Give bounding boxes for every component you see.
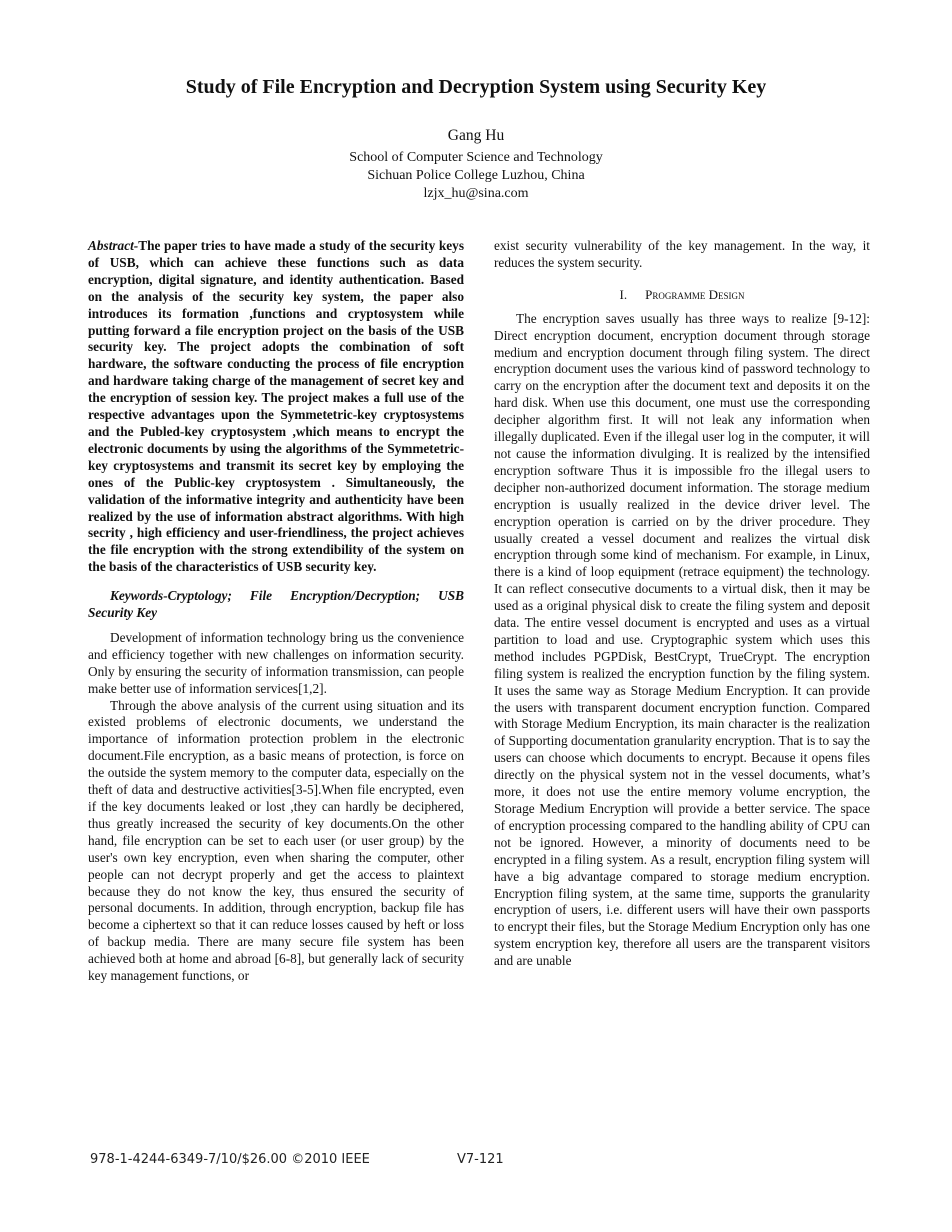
copyright-footer: 978-1-4244-6349-7/10/$26.00 ©2010 IEEE <box>90 1152 370 1167</box>
design-paragraph: The encryption saves usually has three ways to realize [9-12]: Direct encryption document, encryption document through storage medium and encryption document through filing system. The direct encryption document uses the various kind of password technology to carry on the encryption after the document text and deposits it on the hard disk. When use this document, one must use the corresponding decipher algorithm first. It will not leak any information when illegally duplicated. Even if the illegal user log in the computer, it will not cause the information divulging. It is realized by the intensified encryption software Thus it is impossible fro the illegal users to decipher non-authorized document information. The storage medium encryption is usually realized in the device driver level. The encryption operation is carried on by the driver procedure. They usually created a vessel document and realizes the virtual disk encryption through some kind of mechanism. For example, in Linux, there is a kind of loop equipment (retrace equipment) the technology. It can reflect consecutive documents to a virtual disk, then it may be used as a original physical disk to create the filing system and deposit data. The entire vessel document is encrypted and uses as a virtual partition to load and use. Cryptographic system which uses this method includes PGPDisk, BestCrypt, TrueCrypt. The encryption filing system is realized the encryption function by the filing system. It uses the same way as Storage Medium Encryption. It can provide the users with transparent document encryption function. Compared with Storage Medium Encryption, its main character is the realization of Supporting documentation granularity encryption. That is to say the users can choose which documents to encrypt. Because it opens files directly on the physical system not in the vessel documents, what’s more, it does not use the entire memory volume encryption, the Storage Medium Encryption will provide a better service. The space of encryption processing compared to the handling ability of CPU can not be ignored. However, a minority of documents need to be encrypted in a filing system. As a result, encryption filing system will have a big advantage compared to storage medium encryption. Encryption filing system, at the same time, supports the granularity encryption of users, i.e. different users will have their own passports to encrypt their files, but the Storage Medium Encryption only has one system encryption key, therefore all users are the transparent visitors and are unable <box>494 310 870 969</box>
affiliation-college: Sichuan Police College Luzhou, China <box>367 168 585 183</box>
section-number: I. <box>619 286 628 302</box>
intro-paragraph-1: Development of information technology bring us the convenience and efficiency together with new challenges on information security. Only by ensuring the security of information transmission, can people make better use of information services[1,2]. <box>88 629 464 696</box>
page-number: V7-121 <box>457 1152 504 1167</box>
abstract-text: The paper tries to have made a study of the security keys of USB, which can achieve these functions such as data encryption, digital signature, and identity authentication. Based on the analysis of the security key system, the paper also introduces its formation ,functions and cryptosystem while putting forward a file encryption project on the basis of the USB security key. The project adopts the combination of soft hardware, the software conducting the process of file encryption and hardware taking charge of the management of secret key and the encryption of session key. The project makes a full use of the respective advantages upon the Symmetetric-key cryptosystems and the Publed-key cryptosystem ,which means to encrypt the electronic documents by using the algorithms of the Symmetetric-key cryptosystems and transmit its secret key by employing the ones of the Public-key cryptosystem . Simultaneously, the validation of the informative integrity and authenticity have been realized by the use of information abstract algorithms. With high secrity , high efficiency and user-friendliness, the project achieves the file encryption with the strong extendibility of the system on the basis of the characteristics of USB security key. <box>88 238 464 575</box>
section-title: Programme Design <box>645 286 745 302</box>
left-column <box>88 238 464 985</box>
author-email: lzjx_hu@sina.com <box>423 186 529 201</box>
author-name: Gang Hu <box>447 127 505 144</box>
abstract <box>88 238 464 576</box>
intro-continuation: exist security vulnerability of the key management. In the way, it reduces the system security. <box>494 238 870 270</box>
affiliation-block <box>0 149 952 203</box>
paper-title: Study of File Encryption and Decryption System using Security Key <box>185 76 767 98</box>
keywords: Keywords-Cryptology; File Encryption/Decryption; USB Security Key <box>88 588 464 621</box>
abstract-label: Abstract- <box>88 238 139 253</box>
right-column <box>494 238 870 970</box>
affiliation-school: School of Computer Science and Technology <box>349 150 603 165</box>
intro-paragraph-2: Through the above analysis of the current using situation and its existed problems of electronic documents, we understand the importance of information protection problem in the electronic document.File encryption, as a basic means of protection, is force on the outside the system memory to the computer data, especially on the theft of data and destructive activities[3-5].When file encrypted, even if the key documents leaked or lost ,they can hardly be deciphered, thus greatly increased the security of key documents.On the other hand, file encryption can be set to each user (or user group) by the user's own key encryption, even when sharing the computer, other people can not decrypt properly and get the access to plaintext because they do not know the key, thus ensured the security of personal documents. In addition, through encryption, backup file has become a ciphertext so that it can reduce losses caused by heft or loss of backup media. There are many secure file system has been achieved both at home and abroad [6-8], but generally lack of security key management functions, or <box>88 697 464 984</box>
section-heading <box>494 287 870 304</box>
